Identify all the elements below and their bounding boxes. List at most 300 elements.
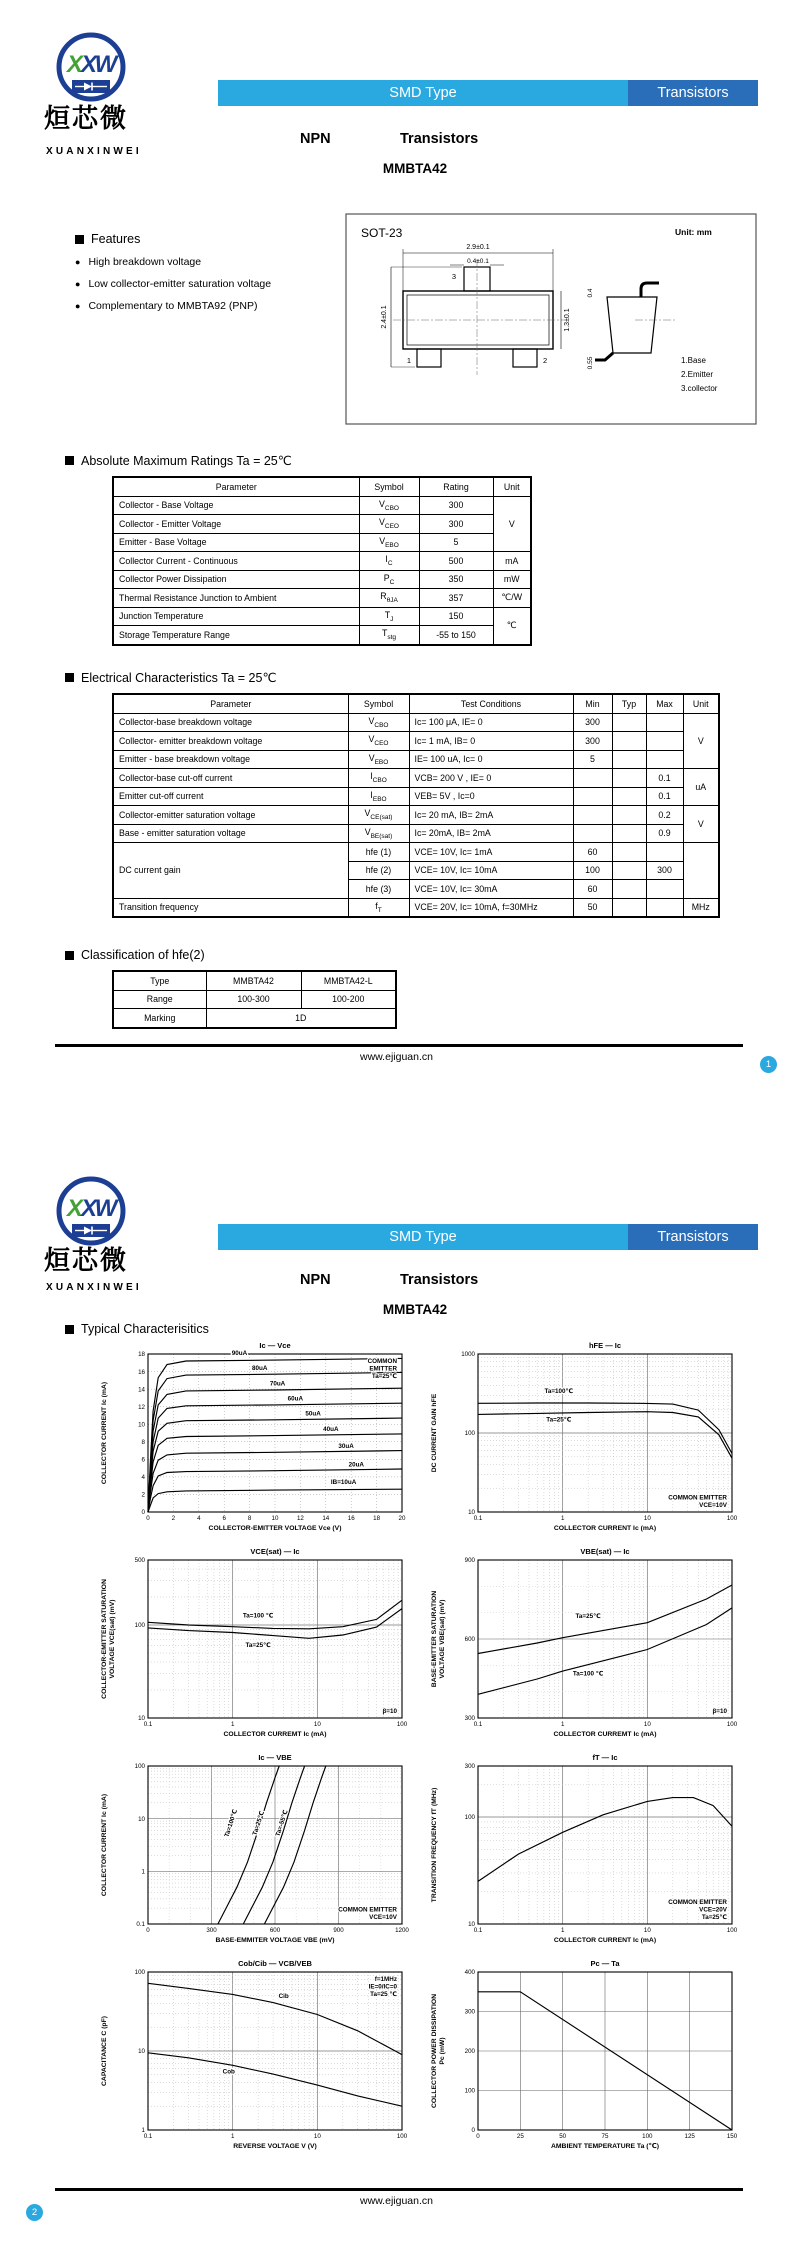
svg-text:COLLECTOR CURREMT Ic (mA): COLLECTOR CURREMT Ic (mA) (553, 1731, 657, 1738)
table-cell: 100-200 (301, 990, 396, 1009)
svg-text:100: 100 (642, 2133, 653, 2140)
table-cell: Emitter cut-off current (113, 787, 348, 806)
table-row (113, 787, 719, 806)
abs-max-heading-row (65, 453, 292, 468)
svg-text:1200: 1200 (395, 1927, 409, 1934)
table-cell: ℃/W (493, 589, 531, 608)
table-row (113, 607, 531, 626)
svg-text:10: 10 (138, 1815, 145, 1823)
table-cell (646, 750, 683, 769)
svg-text:TRANSITION FREQUENCY fT (MHz: TRANSITION FREQUENCY fT (MHz) (431, 1787, 438, 1903)
table-cell: Collector- emitter breakdown voltage (113, 732, 348, 751)
feature-text: Complementary to MMBTA92 (PNP) (88, 300, 258, 312)
table-cell: $I_C$ (359, 552, 419, 571)
features-heading-row (75, 232, 271, 246)
column-header: Parameter (113, 477, 359, 496)
svg-text:90uA: 90uA (231, 1349, 248, 1357)
classification-heading: Classification of hfe(2) (81, 948, 205, 962)
title-type: NPN (300, 131, 331, 147)
svg-text:12: 12 (138, 1403, 145, 1411)
logo-letter-x-green: X (66, 51, 84, 78)
table-row (113, 990, 396, 1009)
svg-text:100: 100 (464, 2087, 475, 2095)
table-cell: $V_{CBO}$ (359, 496, 419, 515)
svg-text:IE=0/IC=0: IE=0/IC=0 (368, 1983, 397, 1991)
table-cell: V (683, 713, 719, 769)
table-cell (573, 806, 612, 825)
table-cell: Collector-base breakdown voltage (113, 713, 348, 732)
table-cell: VCB= 200 V , IE= 0 (409, 769, 573, 788)
table-cell: $T_{stg}$ (359, 626, 419, 645)
table-cell (612, 898, 646, 917)
section-marker-icon (65, 1325, 74, 1334)
table-cell: VCE= 10V, Ic= 1mA (409, 843, 573, 862)
svg-text:200: 200 (464, 2048, 475, 2056)
svg-text:100: 100 (726, 1515, 738, 1522)
brand-name-cn: 烜芯微 (44, 1245, 129, 1275)
svg-text:14: 14 (138, 1386, 145, 1394)
table-row (113, 570, 531, 589)
svg-text:4: 4 (141, 1474, 145, 1482)
table-cell: 100-300 (206, 990, 301, 1009)
column-header: Symbol (359, 477, 419, 496)
svg-text:Ta=100 ℃: Ta=100 ℃ (242, 1612, 274, 1620)
table-cell: $P_C$ (359, 570, 419, 589)
table-cell: DC current gain (113, 843, 348, 899)
table-cell: Storage Temperature Range (113, 626, 359, 645)
svg-text:Cob/Cib — VCB/VEB: Cob/Cib — VCB/VEB (238, 1959, 312, 1968)
table-cell: Ic= 1 mA, IB= 0 (409, 732, 573, 751)
title-family: Transistors (400, 131, 479, 147)
elec-heading-row (65, 670, 276, 685)
svg-text:25: 25 (516, 2133, 524, 2140)
svg-text:400: 400 (464, 1969, 475, 1977)
feature-item (75, 278, 271, 290)
table-cell: hfe (2) (348, 861, 409, 880)
table-cell: $f_T$ (348, 898, 409, 917)
table-cell: Collector Power Dissipation (113, 570, 359, 589)
table-cell (612, 769, 646, 788)
dim-standoff: 0.55 (587, 356, 594, 370)
table-cell (612, 713, 646, 732)
table-cell: IE= 100 uA, Ic= 0 (409, 750, 573, 769)
svg-text:1000: 1000 (461, 1351, 475, 1359)
table-cell (646, 880, 683, 899)
table-cell: V (683, 806, 719, 843)
svg-text:10: 10 (138, 1421, 145, 1429)
svg-text:COMMON EMITTER: COMMON EMITTER (668, 1494, 727, 1502)
table-row (113, 533, 531, 552)
svg-text:10: 10 (313, 1721, 321, 1728)
table-cell: Thermal Resistance Junction to Ambient (113, 589, 359, 608)
svg-text:Cob: Cob (222, 2068, 235, 2076)
footer-url: www.ejiguan.cn (360, 2195, 433, 2207)
svg-text:12: 12 (296, 1515, 304, 1522)
table-cell: 0.2 (646, 806, 683, 825)
table-cell: ℃ (493, 607, 531, 645)
footer-rule (55, 2188, 743, 2191)
svg-text:125: 125 (684, 2133, 695, 2140)
svg-text:hFE — Ic: hFE — Ic (588, 1341, 622, 1350)
pin1-label: 1 (406, 356, 411, 365)
svg-text:Pc (mW): Pc (mW) (439, 2037, 446, 2065)
svg-text:EMITTER: EMITTER (369, 1365, 397, 1373)
svg-text:16: 16 (138, 1368, 145, 1376)
part-number: MMBTA42 (382, 161, 448, 176)
table-cell: 300 (573, 732, 612, 751)
svg-text:20uA: 20uA (348, 1461, 364, 1469)
table-cell: 150 (419, 607, 493, 626)
svg-text:20: 20 (398, 1515, 406, 1522)
table-cell: uA (683, 769, 719, 806)
table-cell: Emitter - Base Voltage (113, 533, 359, 552)
table-row (113, 843, 719, 862)
svg-text:10: 10 (138, 2048, 145, 2056)
svg-text:10: 10 (138, 1715, 145, 1723)
table-cell: 60 (573, 843, 612, 862)
table-cell (612, 787, 646, 806)
svg-text:Ic — Vce: Ic — Vce (259, 1341, 291, 1350)
svg-text:6: 6 (141, 1456, 145, 1464)
svg-text:0: 0 (141, 1509, 145, 1517)
svg-text:1: 1 (141, 2127, 145, 2135)
svg-text:0: 0 (146, 1515, 150, 1522)
svg-text:COLLECTOR CURRENT Ic (mA): COLLECTOR CURRENT Ic (mA) (101, 1793, 108, 1897)
svg-text:COMMON: COMMON (367, 1358, 397, 1365)
svg-text:VCE=10V: VCE=10V (369, 1914, 397, 1921)
table-cell: MHz (683, 898, 719, 917)
svg-text:Ta=100℃: Ta=100℃ (544, 1388, 574, 1396)
column-header: Min (573, 694, 612, 713)
svg-text:1: 1 (560, 1721, 565, 1728)
table-row (113, 496, 531, 515)
chart-vbe-saturation (428, 1546, 740, 1746)
typical-heading-row (65, 1322, 209, 1336)
table-cell: 5 (573, 750, 612, 769)
table-cell: mW (493, 570, 531, 589)
svg-text:900: 900 (464, 1557, 475, 1565)
classification-heading-row (65, 948, 205, 962)
table-cell: 50 (573, 898, 612, 917)
svg-text:2: 2 (171, 1515, 176, 1522)
table-cell: 300 (573, 713, 612, 732)
table-cell: $V_{EBO}$ (359, 533, 419, 552)
table-row (113, 898, 719, 917)
table-cell: $V_{CBO}$ (348, 713, 409, 732)
svg-text:0.1: 0.1 (143, 2133, 153, 2140)
svg-text:10: 10 (643, 1927, 651, 1934)
column-header: Unit (683, 694, 719, 713)
svg-text:50uA: 50uA (305, 1410, 321, 1418)
bullet-icon: ● (75, 257, 81, 267)
svg-text:30uA: 30uA (338, 1442, 354, 1450)
svg-text:100: 100 (726, 1927, 738, 1934)
column-header: Unit (493, 477, 531, 496)
svg-text:β=10: β=10 (712, 1708, 727, 1715)
table-cell: $I_{EBO}$ (348, 787, 409, 806)
table-cell: 357 (419, 589, 493, 608)
elec-table (112, 693, 720, 918)
table-cell: 300 (419, 496, 493, 515)
svg-text:COLLECTOR CURRENT Ic (mA): COLLECTOR CURRENT Ic (mA) (553, 1525, 657, 1532)
chart-svg (98, 1340, 410, 1540)
section-marker-icon (65, 673, 74, 682)
page-number-badge: 2 (26, 2204, 43, 2221)
table-cell: V (493, 496, 531, 552)
column-header: Parameter (113, 694, 348, 713)
table-cell: $V_{CEO}$ (359, 515, 419, 534)
svg-text:Ta=25℃: Ta=25℃ (546, 1416, 572, 1424)
svg-text:300: 300 (464, 1715, 475, 1723)
svg-text:500: 500 (134, 1557, 145, 1565)
chart-vce-saturation (98, 1546, 410, 1746)
svg-text:100: 100 (396, 2133, 408, 2140)
package-unit-label: Unit: mm (675, 227, 712, 237)
table-row (113, 732, 719, 751)
pin2-label: 2 (543, 356, 548, 365)
svg-text:6: 6 (222, 1515, 226, 1522)
table-row (113, 769, 719, 788)
table-cell (612, 750, 646, 769)
table-row (113, 750, 719, 769)
pin-legend-emitter: 2.Emitter (681, 370, 714, 379)
svg-text:COLLECTOR CURRENT Ic (mA): COLLECTOR CURRENT Ic (mA) (101, 1381, 108, 1485)
logo-letter-x: X (80, 51, 98, 78)
table-cell: 350 (419, 570, 493, 589)
svg-text:VOLTAGE VBE(sat) (mV): VOLTAGE VBE(sat) (mV) (439, 1599, 446, 1679)
table-cell: $V_{BE(sat)}$ (348, 824, 409, 843)
svg-text:0.1: 0.1 (143, 1721, 153, 1728)
svg-text:10: 10 (468, 1509, 475, 1517)
table-cell (612, 843, 646, 862)
svg-text:COLLECTOR POWER DISSIPATION: COLLECTOR POWER DISSIPATION (431, 1993, 438, 2109)
table-cell: 0.1 (646, 787, 683, 806)
table-cell: Ic= 20mA, IB= 2mA (409, 824, 573, 843)
package-name-label: SOT-23 (361, 226, 403, 240)
svg-text:Ta=-55℃: Ta=-55℃ (274, 1809, 290, 1838)
svg-text:VCE=10V: VCE=10V (699, 1502, 727, 1509)
table-cell (646, 898, 683, 917)
svg-text:BASE-EMITTER SATURATION: BASE-EMITTER SATURATION (431, 1590, 438, 1688)
table-cell (612, 861, 646, 880)
section-marker-icon (65, 951, 74, 960)
features-section (75, 232, 271, 312)
svg-text:10: 10 (643, 1515, 651, 1522)
svg-text:VCE(sat) — Ic: VCE(sat) — Ic (250, 1547, 300, 1556)
chart-svg (98, 1958, 410, 2158)
table-row (113, 824, 719, 843)
svg-text:Ta=25℃: Ta=25℃ (371, 1373, 397, 1380)
header-bar (218, 80, 758, 106)
feature-item (75, 256, 271, 268)
svg-text:100: 100 (134, 1763, 145, 1771)
table-cell: Transition frequency (113, 898, 348, 917)
table-cell (612, 806, 646, 825)
column-header: Test Conditions (409, 694, 573, 713)
table-cell (646, 713, 683, 732)
svg-text:Ta=100℃: Ta=100℃ (223, 1808, 240, 1839)
table-cell (646, 732, 683, 751)
svg-text:300: 300 (206, 1927, 217, 1934)
table-cell: Type (113, 971, 206, 990)
table-cell: Collector - Base Voltage (113, 496, 359, 515)
svg-text:Ta=25 ℃: Ta=25 ℃ (370, 1991, 397, 1998)
part-number: MMBTA42 (382, 1302, 448, 1317)
logo-letter-x: X (80, 1195, 98, 1222)
svg-text:fT — Ic: fT — Ic (592, 1753, 618, 1762)
svg-text:1: 1 (230, 2133, 235, 2140)
table-row (113, 806, 719, 825)
svg-text:18: 18 (373, 1515, 381, 1522)
table-cell: Collector-base cut-off current (113, 769, 348, 788)
feature-text: Low collector-emitter saturation voltage (88, 278, 272, 290)
table-cell: hfe (1) (348, 843, 409, 862)
svg-text:100: 100 (464, 1430, 475, 1438)
svg-text:VOLTAGE VCE(sat) (mV): VOLTAGE VCE(sat) (mV) (109, 1599, 116, 1679)
table-cell: $I_{CBO}$ (348, 769, 409, 788)
table-cell: Collector - Emitter Voltage (113, 515, 359, 534)
table-row (113, 971, 396, 990)
pin-legend-base: 1.Base (681, 356, 706, 365)
chart-transition-frequency (428, 1752, 740, 1952)
table-cell: $T_J$ (359, 607, 419, 626)
svg-text:COMMON EMITTER: COMMON EMITTER (668, 1899, 727, 1906)
table-cell: Marking (113, 1009, 206, 1028)
svg-text:VBE(sat) — Ic: VBE(sat) — Ic (580, 1547, 630, 1556)
chart-svg (428, 1958, 740, 2158)
svg-text:300: 300 (464, 2008, 475, 2016)
table-cell (612, 732, 646, 751)
chart-dc-current-gain (428, 1340, 740, 1540)
svg-text:REVERSE VOLTAGE V (V): REVERSE VOLTAGE V (V) (233, 2143, 317, 2150)
chart-capacitance (98, 1958, 410, 2158)
table-row (113, 1009, 396, 1028)
pin3-label: 3 (451, 272, 456, 281)
feature-text: High breakdown voltage (88, 256, 202, 268)
svg-text:VCE=20V: VCE=20V (699, 1906, 727, 1914)
chart-svg (428, 1546, 740, 1746)
table-cell: $V_{EBO}$ (348, 750, 409, 769)
svg-text:IB=10uA: IB=10uA (330, 1478, 357, 1486)
svg-text:16: 16 (347, 1515, 355, 1522)
table-cell (683, 843, 719, 899)
svg-text:18: 18 (138, 1351, 145, 1359)
svg-text:0: 0 (146, 1927, 150, 1934)
svg-text:0.1: 0.1 (473, 1515, 483, 1522)
table-cell: 5 (419, 533, 493, 552)
header-smd-type: SMD Type (218, 80, 628, 106)
svg-text:Ta=100 ℃: Ta=100 ℃ (572, 1670, 604, 1678)
table-cell (646, 843, 683, 862)
typical-heading: Typical Characterisitics (81, 1322, 209, 1336)
svg-text:40uA: 40uA (323, 1426, 339, 1434)
svg-text:14: 14 (322, 1515, 330, 1522)
svg-text:100: 100 (726, 1721, 738, 1728)
pin-legend-collector: 3.collector (681, 384, 718, 393)
feature-item (75, 300, 271, 312)
svg-text:8: 8 (247, 1515, 252, 1522)
footer-url: www.ejiguan.cn (360, 1051, 433, 1063)
column-header: Symbol (348, 694, 409, 713)
table-cell (573, 787, 612, 806)
table-cell: Collector-emitter saturation voltage (113, 806, 348, 825)
table-cell (612, 880, 646, 899)
dim-lead-thickness: 0.4 (587, 288, 594, 298)
column-header: Typ (612, 694, 646, 713)
svg-text:Ta=25℃: Ta=25℃ (251, 1810, 266, 1837)
chart-power-derating (428, 1958, 740, 2158)
svg-text:β=10: β=10 (382, 1708, 397, 1715)
svg-text:50: 50 (559, 2133, 567, 2140)
svg-text:DC CURRENT GAIN hFE: DC CURRENT GAIN hFE (431, 1393, 438, 1473)
table-cell: Ic= 20 mA, IB= 2mA (409, 806, 573, 825)
chart-svg (98, 1752, 410, 1952)
table-cell: $V_{CEO}$ (348, 732, 409, 751)
classification-table (112, 970, 397, 1029)
svg-text:COLLECTOR CURRENT Ic (mA): COLLECTOR CURRENT Ic (mA) (553, 1937, 657, 1944)
svg-text:150: 150 (726, 2133, 738, 2140)
table-cell: Range (113, 990, 206, 1009)
table-cell: 60 (573, 880, 612, 899)
bullet-icon: ● (75, 301, 81, 311)
svg-text:f=1MHz: f=1MHz (374, 1976, 397, 1983)
table-cell: Ic= 100 μA, IE= 0 (409, 713, 573, 732)
svg-text:0: 0 (476, 2133, 480, 2140)
svg-text:100: 100 (134, 1622, 145, 1630)
svg-text:Cib: Cib (278, 1992, 289, 2000)
elec-heading: Electrical Characteristics Ta = 25℃ (81, 671, 277, 685)
svg-text:70uA: 70uA (269, 1380, 286, 1388)
table-cell: 100 (573, 861, 612, 880)
table-cell: Collector Current - Continuous (113, 552, 359, 571)
svg-text:Ic — VBE: Ic — VBE (258, 1753, 292, 1762)
features-heading: Features (91, 232, 141, 246)
svg-text:0.1: 0.1 (473, 1721, 483, 1728)
table-cell: 0.9 (646, 824, 683, 843)
table-cell (612, 824, 646, 843)
svg-text:1: 1 (141, 1868, 145, 1876)
svg-text:60uA: 60uA (287, 1395, 304, 1403)
svg-text:2: 2 (141, 1491, 145, 1499)
chart-ic-vs-vbe (98, 1752, 410, 1952)
svg-text:10: 10 (313, 2133, 321, 2140)
table-cell: 300 (646, 861, 683, 880)
svg-text:75: 75 (601, 2133, 609, 2140)
svg-text:8: 8 (141, 1438, 145, 1446)
svg-text:Pc — Ta: Pc — Ta (590, 1959, 620, 1968)
svg-text:Ta=25℃: Ta=25℃ (575, 1612, 601, 1620)
header-smd-type: SMD Type (218, 1224, 628, 1250)
table-cell: VCE= 10V, Ic= 30mA (409, 880, 573, 899)
section-marker-icon (75, 235, 84, 244)
svg-text:COLLECTOR-EMITTER SATURATION: COLLECTOR-EMITTER SATURATION (101, 1579, 108, 1699)
svg-text:1: 1 (230, 1721, 235, 1728)
svg-text:1: 1 (560, 1515, 565, 1522)
brand-logo (46, 1174, 138, 1250)
svg-text:0.1: 0.1 (473, 1927, 483, 1934)
table-cell: Emitter - base breakdown voltage (113, 750, 348, 769)
title-type: NPN (300, 1272, 331, 1288)
table-cell: VCE= 20V, Ic= 10mA, f=30MHz (409, 898, 573, 917)
svg-text:4: 4 (197, 1515, 201, 1522)
svg-text:600: 600 (464, 1636, 475, 1644)
column-header: Max (646, 694, 683, 713)
table-cell: $V_{CE(sat)}$ (348, 806, 409, 825)
package-drawing (345, 213, 757, 425)
svg-text:1: 1 (560, 1927, 565, 1934)
brand-name-en: XUANXINWEI (46, 146, 142, 157)
table-cell: $R_{\theta JA}$ (359, 589, 419, 608)
